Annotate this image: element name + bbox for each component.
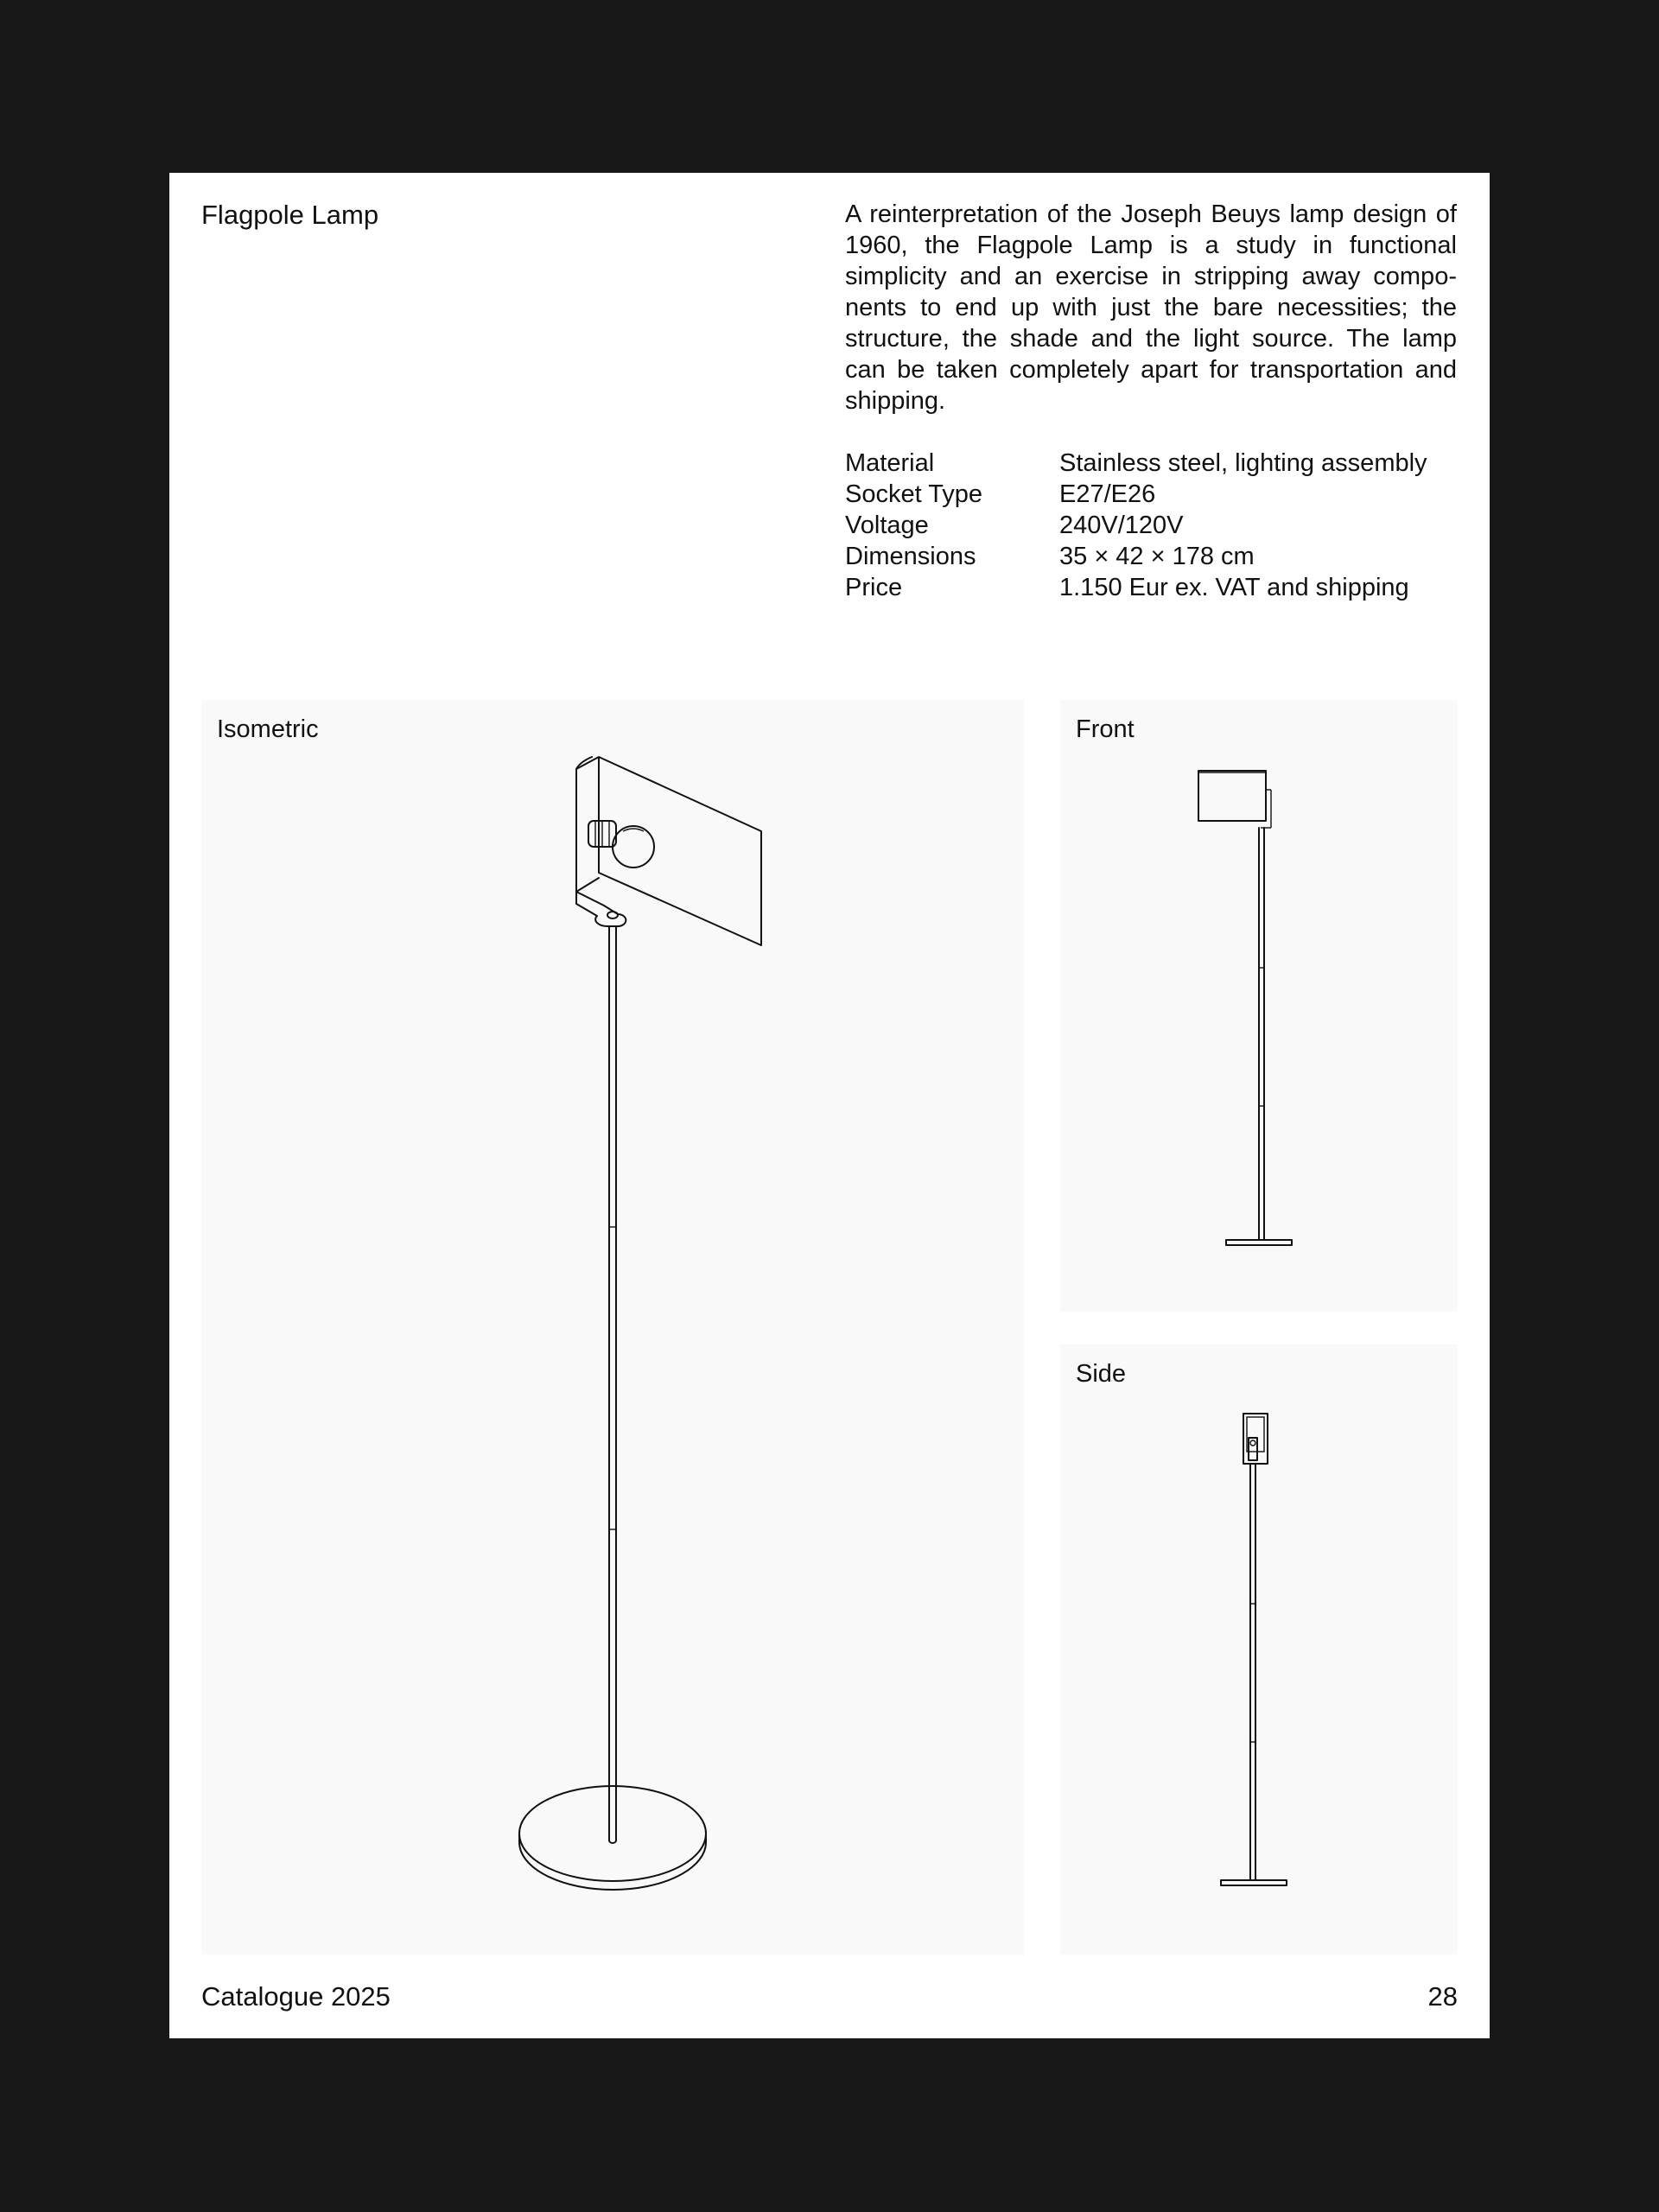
page-number: 28 <box>1427 1981 1458 2012</box>
front-lamp-drawing <box>1060 700 1458 1312</box>
catalogue-footer-title: Catalogue 2025 <box>201 1981 391 2012</box>
catalogue-page <box>169 173 1490 2038</box>
spec-row-voltage <box>845 510 1467 541</box>
front-view-panel <box>1060 700 1458 1312</box>
spec-label: Voltage <box>845 512 929 539</box>
isometric-view-panel <box>201 700 1024 1955</box>
spec-row-socket-type <box>845 479 1467 510</box>
spec-value: Stainless steel, lighting assembly <box>1059 449 1427 477</box>
isometric-view-label: Isometric <box>217 715 319 743</box>
product-title: Flagpole Lamp <box>201 200 379 230</box>
spec-label: Material <box>845 449 935 477</box>
spec-label: Dimensions <box>845 543 976 570</box>
side-view-panel <box>1060 1344 1458 1955</box>
spec-row-dimensions <box>845 541 1467 572</box>
spec-label: Price <box>845 574 903 601</box>
spec-label: Socket Type <box>845 480 983 508</box>
spec-value: 35 × 42 × 178 cm <box>1059 543 1255 570</box>
product-description: A reinterpretation of the Joseph Beuys lamp design of 1960, the Flagpole Lamp is a study in functional simplicity and an exercise in stripping away components to end up with just the bare necessities; the structure, the shade and the light source. The lamp can be taken completely apart for transportation and shipping. <box>845 200 1457 415</box>
spec-row-price <box>845 572 1467 603</box>
spec-row-material <box>845 448 1467 479</box>
isometric-lamp-drawing <box>201 700 1024 1955</box>
spec-table <box>845 448 1467 603</box>
side-lamp-drawing <box>1060 1344 1458 1955</box>
spec-value: 1.150 Eur ex. VAT and shipping <box>1059 574 1409 601</box>
spec-value: 240V/120V <box>1059 512 1184 539</box>
side-view-label: Side <box>1076 1360 1127 1388</box>
spec-value: E27/E26 <box>1059 480 1156 508</box>
front-view-label: Front <box>1076 715 1135 743</box>
